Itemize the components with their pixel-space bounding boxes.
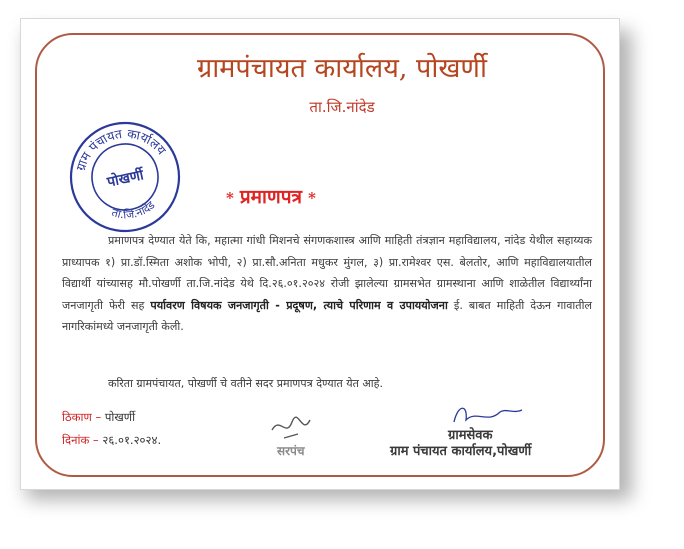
place-value: पोखर्णी xyxy=(104,410,136,424)
sarpanch-label: सरपंच xyxy=(277,444,305,458)
date-value: २६.०१.२०२४. xyxy=(102,433,162,447)
date-line xyxy=(62,433,161,448)
star-left: * xyxy=(226,189,234,207)
seal-bottom-text: ता.जि.नांदेड xyxy=(110,198,158,222)
certificate-heading xyxy=(220,183,322,209)
star-right: * xyxy=(307,189,316,207)
seal-center-text: पोखर्णी xyxy=(105,167,146,191)
certificate-body xyxy=(62,230,592,338)
svg-text:ग्राम पंचायत कार्यालय xyxy=(66,118,171,176)
place-label: ठिकाण – xyxy=(62,410,102,424)
body-lead: प्रमाणपत्र देण्यात येते कि, महात्मा गांधी मिशनचे संगणकशास्त्र आणि माहिती तंत्रज्ञान महाविद्यालय, नांदेड येथील सहाय्यक प्राध्यापक १) प्रा.डॉ.स्मिता अशोक भोपी, २) प्रा.सौ.अनिता मधुकर मुंगल, ३) प्रा.रामेश्वर एस. बेलतोर, आणि महाविद्यालयातील विद्यार्थी यांच्यासह मौ.पोखर्णी ता.जि.नांदेड येथे दि.२६.०१.२०२४ रोजी झालेल्या ग्रामसभेत ग्रामस्थाना आणि शाळेतील विद्यार्थ्यांना जनजागृती फेरी सह xyxy=(62,234,592,312)
gram-sevak-label: ग्रामसेवक xyxy=(448,428,493,443)
place-line xyxy=(62,410,135,425)
date-label: दिनांक – xyxy=(62,433,99,447)
closing-line: करिता ग्रामपंचायत, पोखर्णी चे वतीने सदर प्रमाणपत्र देण्यात येत आहे. xyxy=(108,377,383,390)
heading-text: प्रमाणपत्र xyxy=(239,186,302,208)
svg-text:ता.जि.नांदेड xyxy=(108,197,159,226)
body-highlight: पर्यावरण विषयक जनजागृती - प्रदूषण, त्याचे परिणाम व उपाययोजना xyxy=(150,298,448,312)
seal-ring-text: ग्राम पंचायत कार्यालय xyxy=(72,125,170,173)
office-title: ग्रामपंचायत कार्यालय, पोखर्णी xyxy=(197,53,487,84)
office-seal-stamp xyxy=(66,118,184,236)
office-subtitle: ता.जि.नांदेड xyxy=(309,98,375,116)
body-tail: ई. बाबत माहिती देऊन गावातील नागरिकांमध्ये जनजागृती केली. xyxy=(62,298,592,333)
office-stamp-text: ग्राम पंचायत कार्यालय,पोखर्णी xyxy=(390,444,532,459)
